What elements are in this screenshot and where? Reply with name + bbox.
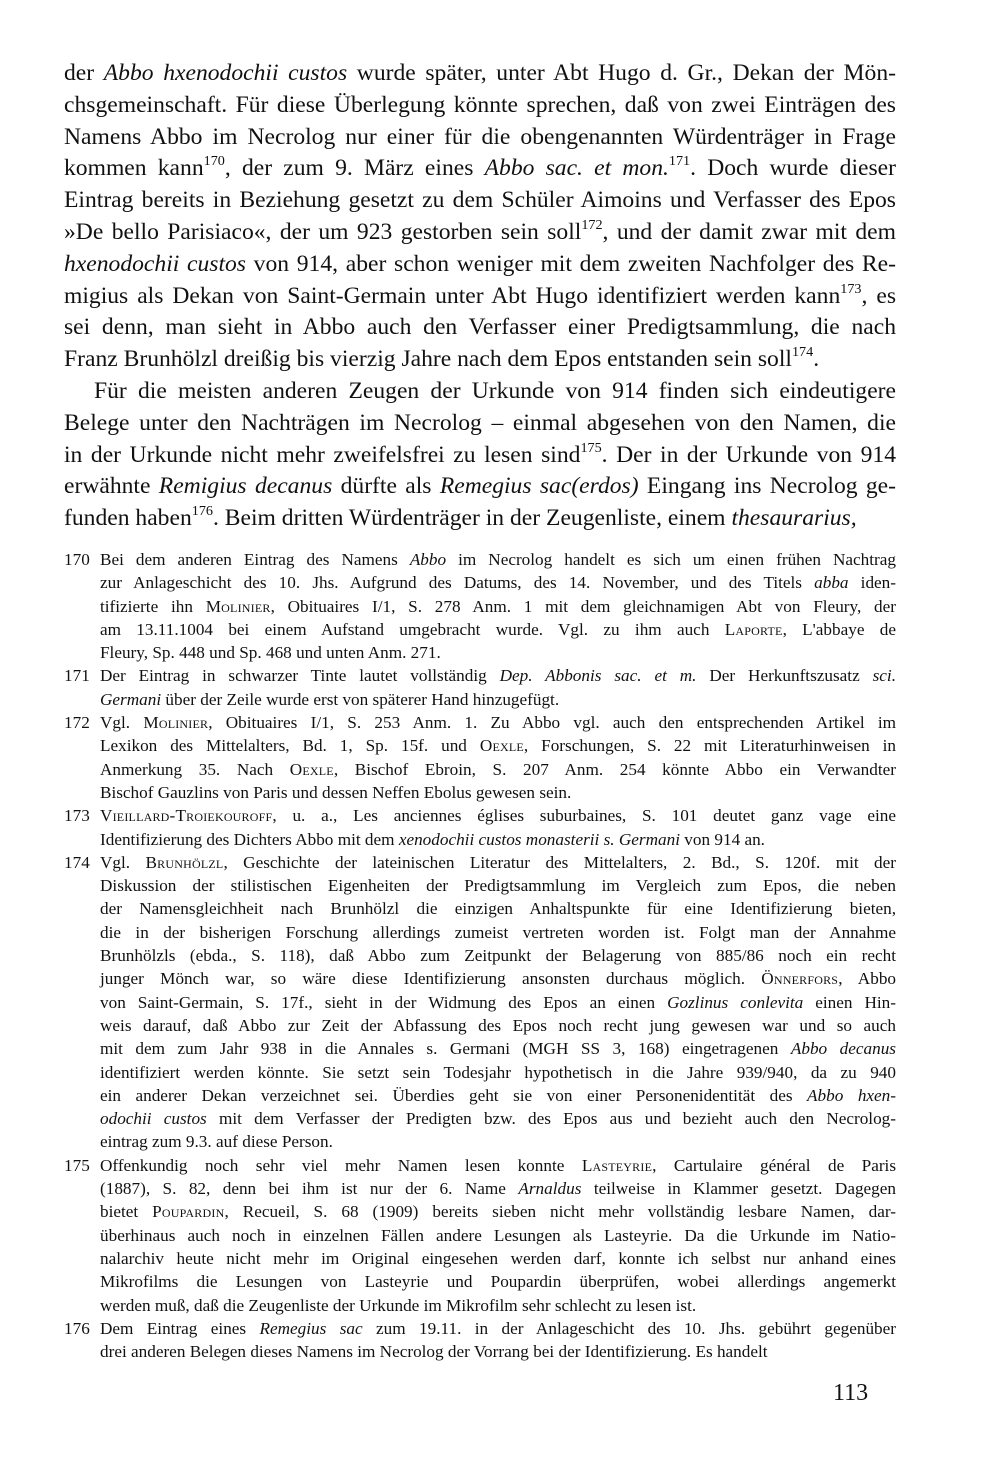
footnote	[64, 1154, 896, 1317]
footnote-number: 170	[64, 550, 90, 569]
text-run: Identifizierung des Dichters Abbo mit dem	[100, 829, 399, 849]
text-run: die in der bisherigen Forschung allerdings zumeist vertreten worden ist. Folgt man der Annahme	[100, 922, 896, 942]
footnote-line	[100, 781, 896, 804]
text-run: Anmerkung 35. Nach	[100, 759, 290, 779]
author-name: Oexle	[289, 759, 334, 779]
text-run: (1887), S. 82, denn bei ihm ist nur der 6. Name	[100, 1179, 519, 1199]
text-run: »De bello Parisiaco«, der um 923 gestorben sein soll	[64, 218, 582, 245]
footnote	[64, 711, 896, 804]
footnote-number: 173	[64, 806, 90, 826]
body-line	[64, 122, 896, 154]
page-number: 113	[833, 1380, 869, 1406]
footnote-line	[100, 548, 896, 571]
text-run: .	[813, 346, 820, 373]
italic-run: Dep. Abbonis sac. et m.	[499, 666, 697, 686]
footnote-ref: 171	[668, 153, 691, 170]
text-run: iden-	[848, 573, 896, 593]
footnote	[64, 664, 896, 711]
footnote-number: 171	[64, 666, 90, 686]
body-line	[64, 281, 896, 313]
text-run: nalarchiv heute nicht mehr im Original eingesehen werden darf, konnte ich selbst nur anhand eines	[100, 1248, 896, 1268]
author-name: Laporte	[724, 619, 783, 639]
footnote-line	[100, 1154, 896, 1177]
text-run: , Geschichte der lateinischen Literatur des Mittelalters, 2. Bd., S. 120f. mit der	[223, 852, 896, 872]
footnote-line	[100, 1224, 896, 1247]
footnote-ref: 174	[791, 343, 814, 360]
text-run: chsgemeinschaft. Für diese Überlegung könnte sprechen, daß von zwei Einträgen des	[64, 91, 896, 118]
body-line	[64, 312, 896, 344]
text-run: Belege unter den Nachträgen im Necrolog – einmal abgesehen von den Namen, die	[64, 409, 896, 436]
footnote-ref: 175	[580, 439, 602, 456]
text-run: in der Urkunde nicht mehr zweifelsfrei zu lesen sind	[64, 441, 581, 468]
text-run: Vgl.	[100, 852, 146, 872]
text-run: Fleury, Sp. 448 und Sp. 468 und unten Anm. 271.	[100, 643, 441, 663]
text-run: Der Herkunftszusatz	[696, 666, 873, 686]
footnote-line	[100, 921, 896, 944]
footnote-line	[100, 571, 896, 594]
author-name: Oexle	[479, 736, 524, 756]
text-run: Brunhölzls (ebda., S. 118), daß Abbo zum Zeitpunkt der Belagerung von 885/86 noch ein recht	[100, 946, 896, 966]
text-run: junger Mönch war, so wäre diese Identifizierung ansonsten durchaus möglich.	[100, 969, 762, 989]
text-run: , u. a., Les anciennes églises suburbaines, S. 101 deutet ganz vage eine	[272, 806, 896, 826]
text-run: Franz Brunhölzl dreißig bis vierzig Jahre nach dem Epos entstanden sein soll	[64, 346, 792, 373]
footnote-line	[100, 1061, 896, 1084]
text-run: eintrag zum 9.3. auf diese Person.	[100, 1132, 333, 1152]
text-run: Bischof Gauzlins von Paris und dessen Neffen Ebolus gewesen sein.	[100, 782, 572, 802]
italic-run: Abbo hxenodochii custos	[103, 60, 348, 86]
text-run: mit dem zum Jahr 938 in die Annales s. Germani (MGH SS 3, 168) eingetragenen	[100, 1039, 791, 1059]
footnote-line	[100, 758, 896, 781]
text-run: Vgl.	[100, 713, 144, 733]
text-run: Eingang ins Necrolog ge-	[638, 473, 896, 500]
footnote-line	[100, 1294, 896, 1317]
author-name: Vieillard-Troiekouroff	[100, 806, 273, 826]
footnote-line	[100, 804, 896, 827]
text-run: überhinaus auch noch in einzelnen Fällen andere Lesungen als Lasteyrie. Da die Urkunde im Natio-	[100, 1225, 896, 1245]
footnote-line	[100, 991, 896, 1014]
text-run: werden muß, daß die Zeugenliste der Urkunde im Mikrofilm sehr schlecht zu lesen ist.	[100, 1295, 697, 1315]
author-name: Poupardin	[152, 1202, 225, 1222]
footnote-number: 176	[64, 1318, 90, 1338]
footnote-line	[100, 944, 896, 967]
footnote	[64, 1317, 896, 1364]
footnote-line	[100, 1317, 896, 1340]
text-run: von 914, aber schon weniger mit dem zweiten Nachfolger des Re-	[245, 250, 896, 277]
italic-run: hxenodochii custos	[64, 250, 246, 277]
text-run: bietet	[100, 1202, 153, 1222]
text-run: sei denn, man sieht in Abbo auch den Verfasser einer Predigtsammlung, die nach	[64, 314, 896, 341]
footnote-number: 175	[64, 1155, 90, 1175]
italic-run: odochii custos	[100, 1109, 207, 1129]
text-run: Für die meisten anderen Zeugen der Urkunde von 914 finden sich eindeutigere	[94, 377, 896, 404]
text-run: mit dem Verfasser der Predigten bzw. des Epos aus und bezieht auch den Necrolog-	[206, 1109, 896, 1129]
body-line	[64, 440, 896, 472]
text-run: . Der in der Urkunde von 914	[601, 441, 896, 468]
italic-run: abba	[814, 573, 849, 593]
footnote-line	[100, 1014, 896, 1037]
body-line	[64, 58, 896, 90]
text-run: tifizierte ihn	[100, 596, 206, 616]
italic-run: xenodochii custos monasterii s. Germani	[398, 829, 680, 849]
body-line	[64, 471, 896, 503]
text-run: Eintrag bereits in Beziehung gesetzt zu dem Schüler Aimoins und Verfasser des Epos	[64, 187, 896, 214]
text-run: , und der damit zwar mit dem	[602, 218, 896, 245]
text-run: wurde später, unter Abt Hugo d. Gr., Dekan der Mön-	[347, 60, 896, 86]
footnote-number: 172	[64, 713, 90, 733]
italic-run: Remegius sac(erdos)	[439, 473, 639, 500]
footnote-line	[100, 1084, 896, 1107]
footnote	[64, 804, 896, 851]
footnote-line	[100, 851, 896, 874]
text-run: , Cartulaire général de Paris	[652, 1155, 897, 1175]
italic-run: Arnaldus	[518, 1179, 582, 1199]
text-run: Der Eintrag in schwarzer Tinte lautet vollständig	[100, 666, 500, 686]
text-run: , Forschungen, S. 22 mit Literaturhinweisen in	[523, 736, 897, 756]
footnote	[64, 851, 896, 1154]
footnote-line	[100, 641, 896, 664]
footnote-line	[100, 1107, 896, 1130]
body-line	[64, 90, 896, 122]
text-run: Bei dem anderen Eintrag des Namens	[100, 550, 410, 569]
body-line	[64, 376, 896, 408]
text-run: , Abbo	[838, 969, 897, 989]
text-run: zum 19.11. in der Anlageschicht des 10. Jhs. gebührt gegenüber	[362, 1318, 896, 1338]
italic-run: sci.	[872, 666, 896, 686]
author-name: Brunhölzl	[145, 852, 224, 872]
text-run: funden haben	[64, 505, 192, 532]
text-run: identifiziert werden könnte. Sie setzt sein Todesjahr hypothetisch in die Jahre 939/940, da zu 940	[100, 1062, 896, 1082]
body-line	[64, 217, 896, 249]
italic-run: Remegius sac	[259, 1318, 363, 1338]
text-run: dürfte als	[332, 473, 440, 500]
body-line	[64, 503, 896, 535]
footnote-line	[100, 1200, 896, 1223]
footnote-line	[100, 688, 896, 711]
text-run: weis darauf, daß Abbo zur Zeit der Abfassung des Epos noch recht jung gewesen war und so auch	[100, 1015, 896, 1035]
footnote	[64, 548, 896, 664]
author-name: Molinier	[205, 596, 271, 616]
text-run: der Namensgleichheit nach Brunhölzl die einzigen Anhaltspunkte für eine Identifizierung bieten,	[100, 899, 896, 919]
text-run: teilweise in Klammer gesetzt. Dagegen	[581, 1179, 896, 1199]
author-name: Önnerfors	[761, 969, 839, 989]
body-line	[64, 249, 896, 281]
text-run: zur Anlageschicht des 10. Jhs. Aufgrund des Datums, des 14. November, und des Titels	[100, 573, 815, 593]
text-run: Lexikon des Mittelalters, Bd. 1, Sp. 15f. und	[100, 736, 480, 756]
text-run: , Obituaires I/1, S. 278 Anm. 1 mit dem gleichnamigen Abt von Fleury, der	[270, 596, 896, 616]
body-line	[64, 153, 896, 185]
text-run: . Beim dritten Würdenträger in der Zeugenliste, einem	[212, 505, 732, 532]
text-run: , Recueil, S. 68 (1909) bereits sieben nicht mehr vollständig lesbare Namen, dar-	[224, 1202, 896, 1222]
text-run: , Obituaires I/1, S. 253 Anm. 1. Zu Abbo vgl. auch den entsprechenden Artikel im	[208, 713, 896, 733]
text-run: erwähnte	[64, 473, 159, 500]
text-run: im Necrolog handelt es sich um einen frühen Nachtrag	[446, 550, 897, 569]
text-run: Dem Eintrag eines	[100, 1318, 260, 1338]
footnote-ref: 173	[840, 280, 862, 297]
text-run: migius als Dekan von Saint-Germain unter Abt Hugo identifiziert werden kann	[64, 282, 841, 309]
footnote-line	[100, 664, 896, 687]
footnote-ref: 170	[203, 153, 225, 170]
footnote-number: 174	[64, 852, 90, 872]
text-run: drei anderen Belegen dieses Namens im Necrolog der Vorrang bei der Identifizierung. Es handelt	[100, 1342, 768, 1362]
footnote-line	[100, 828, 896, 851]
footnote-line	[100, 1340, 896, 1363]
footnote-line	[100, 734, 896, 757]
text-run: ein anderer Dekan verzeichnet sei. Überdies geht sie von einer Personenidentität des	[100, 1085, 808, 1105]
text-run: von Saint-Germain, S. 17f., sieht in der Widmung des Epos an einen	[100, 992, 668, 1012]
footnote-line	[100, 595, 896, 618]
body-line	[64, 408, 896, 440]
text-run: Mikrofilms die Lesungen von Lasteyrie und Poupardin überprüfen, wobei allerdings angemerkt	[100, 1272, 896, 1292]
body-line	[64, 344, 896, 376]
author-name: Molinier	[143, 713, 209, 733]
footnote-line	[100, 967, 896, 990]
body-line	[64, 185, 896, 217]
text-run: , Bischof Ebroin, S. 207 Anm. 254 könnte Abbo ein Verwandter	[333, 759, 896, 779]
text-run: am 13.11.1004 bei einem Aufstand umgebracht wurde. Vgl. zu ihm auch	[100, 619, 725, 639]
italic-run: thesaurarius,	[731, 505, 857, 532]
author-name: Lasteyrie	[581, 1155, 653, 1175]
italic-run: Abbo decanus	[790, 1039, 896, 1059]
footnote-line	[100, 1247, 896, 1270]
text-run: von 914 an.	[680, 829, 765, 849]
text-run: Namens Abbo im Necrolog nur einer für die obengenannten Würdenträger in Frage	[64, 123, 896, 150]
text-run: , es	[861, 282, 896, 309]
footnotes	[64, 548, 896, 1363]
footnote-line	[100, 897, 896, 920]
footnote-line	[100, 618, 896, 641]
footnote-line	[100, 711, 896, 734]
footnote-line	[100, 1177, 896, 1200]
text-run: . Doch wurde dieser	[690, 155, 896, 182]
italic-run: Germani	[100, 689, 162, 709]
text-run: Diskussion der stilistischen Eigenheiten der Predigtsammlung im Vergleich zum Epos, die neben	[100, 876, 896, 896]
footnote-line	[100, 1270, 896, 1293]
text-run: , der zum 9. März eines	[224, 155, 485, 182]
footnote-line	[100, 874, 896, 897]
text-run: einen Hin-	[803, 992, 896, 1012]
italic-run: Gozlinus conlevita	[667, 992, 804, 1012]
italic-run: Remigius decanus	[158, 473, 333, 500]
italic-run: Abbo	[409, 550, 447, 569]
text-run: kommen kann	[64, 155, 204, 182]
footnote-ref: 176	[191, 502, 213, 519]
main-text	[64, 58, 896, 535]
text-run: Offenkundig noch sehr viel mehr Namen lesen konnte	[100, 1155, 582, 1175]
footnote-line	[100, 1130, 896, 1153]
text-run: , L'abbaye de	[782, 619, 896, 639]
text-run: der	[64, 60, 104, 86]
text-run: über der Zeile wurde erst von späterer Hand hinzugefügt.	[161, 689, 560, 709]
footnote-ref: 172	[581, 216, 603, 233]
italic-run: Abbo sac. et mon.	[484, 155, 669, 182]
italic-run: Abbo hxen-	[807, 1085, 896, 1105]
footnote-line	[100, 1037, 896, 1060]
